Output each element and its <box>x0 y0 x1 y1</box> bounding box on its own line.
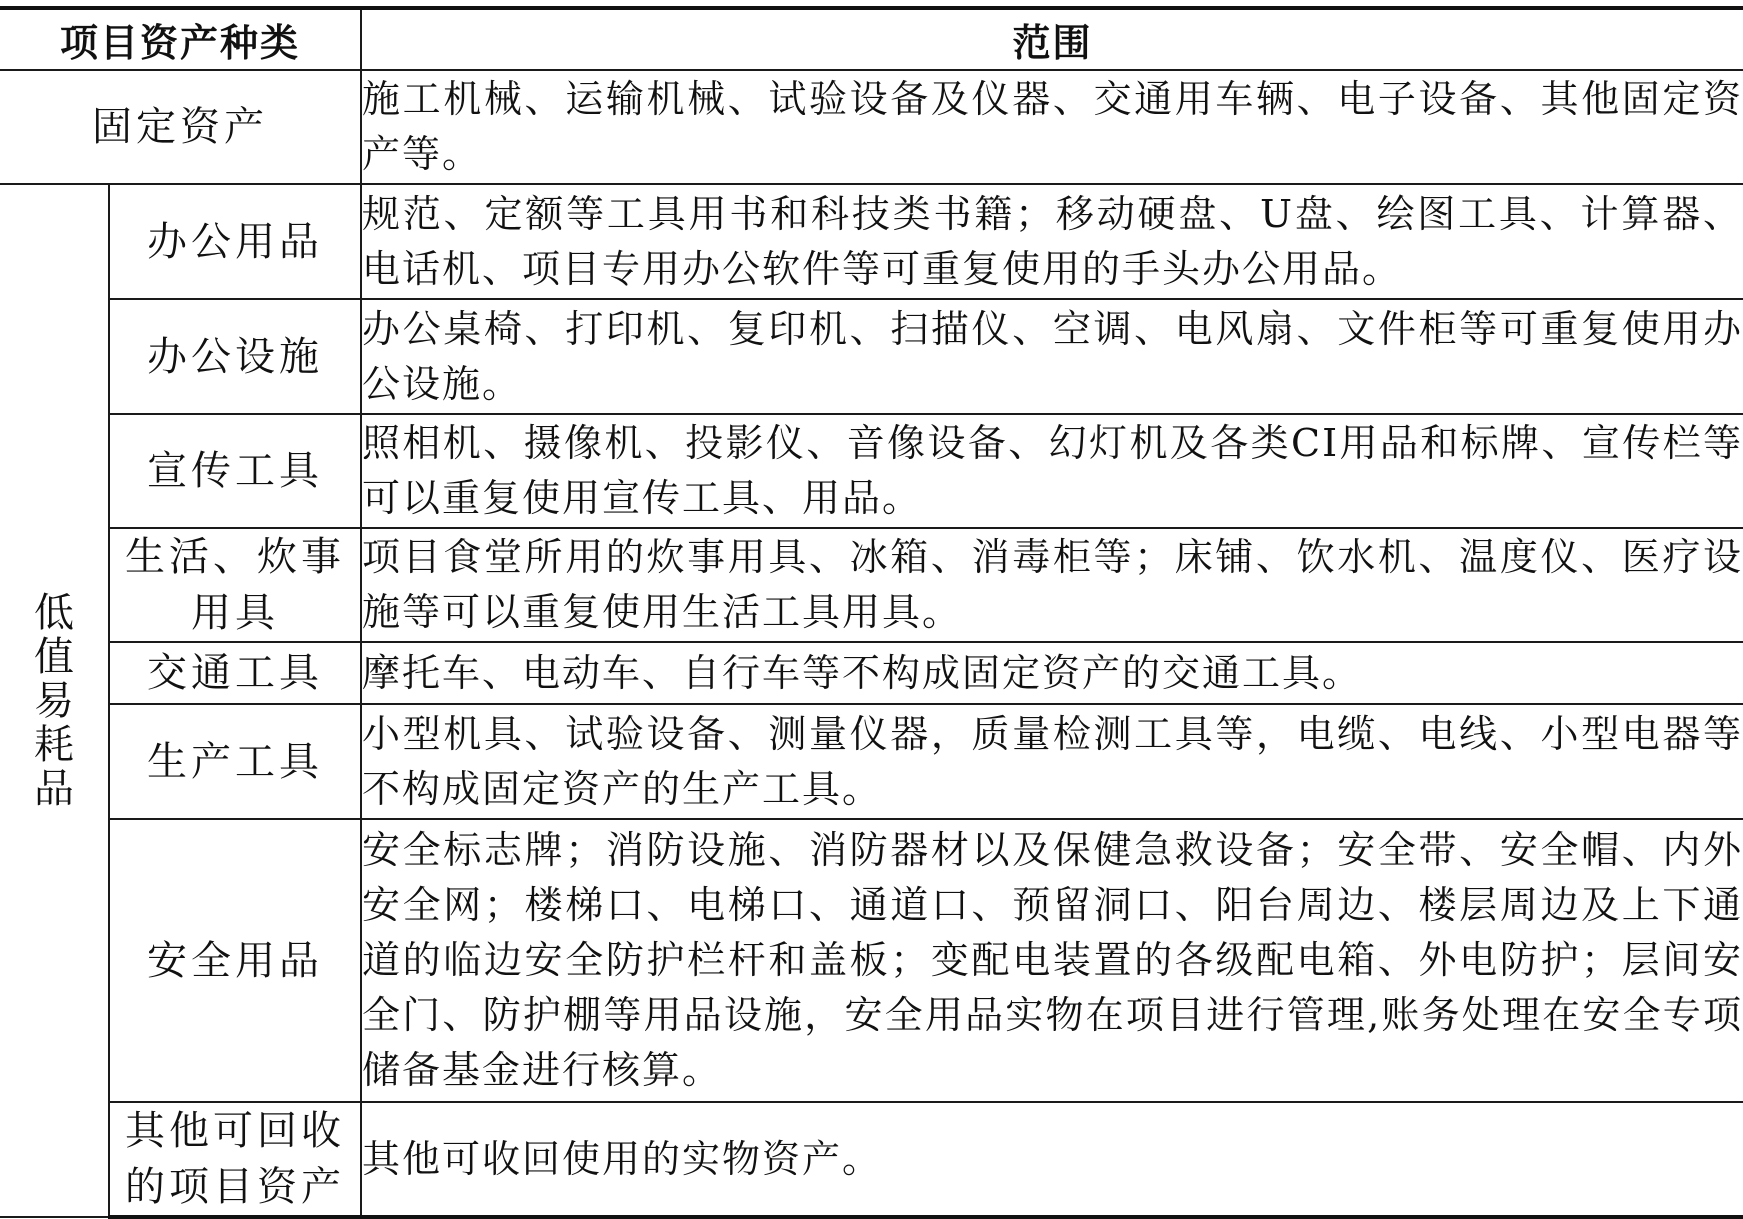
low-value-group-text: 低值易耗品 <box>34 589 74 812</box>
table-row <box>0 70 1743 184</box>
category-cell: 宣传工具 <box>109 414 361 528</box>
scope-cell: 摩托车、电动车、自行车等不构成固定资产的交通工具。 <box>361 642 1743 704</box>
category-cell: 办公用品 <box>109 184 361 299</box>
category-cell: 生产工具 <box>109 704 361 819</box>
table-row <box>0 414 1743 528</box>
category-cell: 安全用品 <box>109 819 361 1102</box>
scope-cell: 小型机具、试验设备、测量仪器，质量检测工具等，电缆、电线、小型电器等不构成固定资产的生产工具。 <box>361 704 1743 819</box>
scope-cell: 办公桌椅、打印机、复印机、扫描仪、空调、电风扇、文件柜等可重复使用办公设施。 <box>361 299 1743 414</box>
header-row <box>0 8 1743 70</box>
table-row <box>0 704 1743 819</box>
asset-scope-table <box>0 6 1743 1219</box>
header-category: 项目资产种类 <box>0 8 361 70</box>
category-cell: 其他可回收的项目资产 <box>109 1102 361 1217</box>
category-cell: 生活、炊事用具 <box>109 528 361 642</box>
scope-cell: 规范、定额等工具用书和科技类书籍；移动硬盘、U盘、绘图工具、计算器、电话机、项目专用办公软件等可重复使用的手头办公用品。 <box>361 184 1743 299</box>
header-scope: 范围 <box>361 8 1743 70</box>
low-value-group-label <box>0 184 109 1217</box>
category-cell: 固定资产 <box>0 70 361 184</box>
scope-cell: 安全标志牌；消防设施、消防器材以及保健急救设备；安全带、安全帽、内外安全网；楼梯口、电梯口、通道口、预留洞口、阳台周边、楼层周边及上下通道的临边安全防护栏杆和盖板；变配电装置的各级配电箱、外电防护；层间安全门、防护棚等用品设施，安全用品实物在项目进行管理,账务处理在安全专项储备基金进行核算。 <box>361 819 1743 1102</box>
category-cell: 交通工具 <box>109 642 361 704</box>
table-row <box>0 299 1743 414</box>
table-row <box>0 819 1743 1102</box>
scope-cell: 施工机械、运输机械、试验设备及仪器、交通用车辆、电子设备、其他固定资产等。 <box>361 70 1743 184</box>
scope-cell: 照相机、摄像机、投影仪、音像设备、幻灯机及各类CI用品和标牌、宣传栏等可以重复使用宣传工具、用品。 <box>361 414 1743 528</box>
scope-cell: 其他可收回使用的实物资产。 <box>361 1102 1743 1217</box>
scope-cell: 项目食堂所用的炊事用具、冰箱、消毒柜等；床铺、饮水机、温度仪、医疗设施等可以重复使用生活工具用具。 <box>361 528 1743 642</box>
table-row <box>0 642 1743 704</box>
table-row <box>0 1102 1743 1217</box>
table-row <box>0 184 1743 299</box>
category-cell: 办公设施 <box>109 299 361 414</box>
table-row <box>0 528 1743 642</box>
